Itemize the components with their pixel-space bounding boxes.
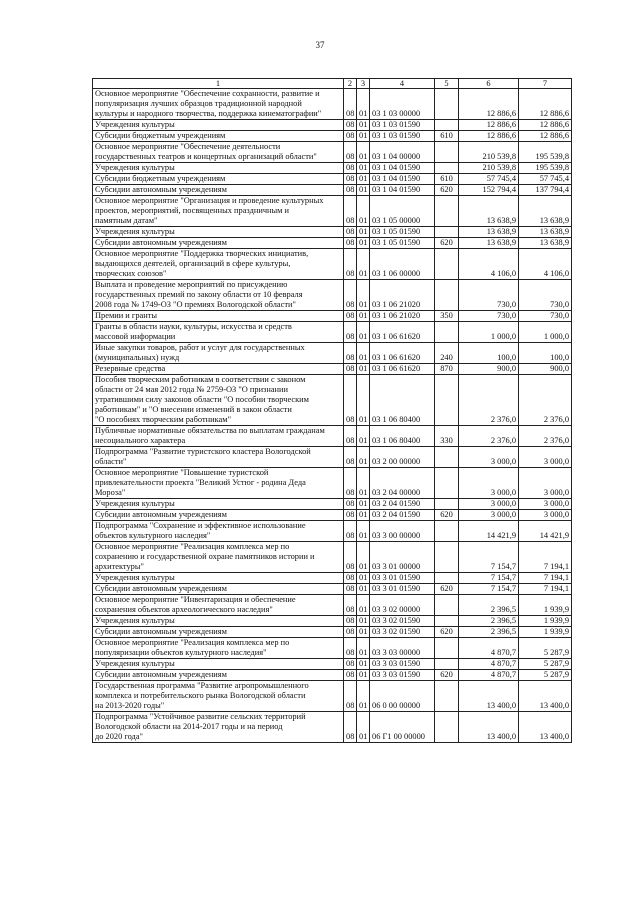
table-row bbox=[93, 659, 572, 670]
expense-type-code-cell: 610 bbox=[435, 174, 459, 185]
section-code-cell: 08 bbox=[344, 280, 357, 311]
target-article-code-cell: 03 3 01 01590 bbox=[370, 573, 435, 584]
table-row bbox=[93, 584, 572, 595]
name-cell: Иные закупки товаров, работ и услуг для государственных (муниципальных) нужд bbox=[93, 343, 344, 364]
amount-col7-cell: 3 000,0 bbox=[519, 447, 572, 468]
subsection-code-cell: 01 bbox=[357, 510, 370, 521]
expense-type-code-cell bbox=[435, 142, 459, 163]
table-row bbox=[93, 280, 572, 311]
amount-col6-cell: 12 886,6 bbox=[459, 89, 519, 120]
section-code-cell: 08 bbox=[344, 447, 357, 468]
subsection-code-cell: 01 bbox=[357, 227, 370, 238]
section-code-cell: 08 bbox=[344, 196, 357, 227]
amount-col7-cell: 4 106,0 bbox=[519, 249, 572, 280]
expense-type-code-cell bbox=[435, 163, 459, 174]
expense-type-code-cell bbox=[435, 227, 459, 238]
amount-col6-cell: 730,0 bbox=[459, 311, 519, 322]
expense-type-code-cell bbox=[435, 120, 459, 131]
table-row bbox=[93, 616, 572, 627]
name-cell: Пособия творческим работникам в соответствии с законом области от 24 мая 2012 года № 2759-ОЗ "О признании утратившими силу законов области "О пособии творческим работникам" и "О внесении изменений в закон области "О пособиях творческим работникам" bbox=[93, 375, 344, 426]
subsection-code-cell: 01 bbox=[357, 595, 370, 616]
name-cell: Государственная программа "Развитие агропромышленного комплекса и потребительского рынка Вологодской области на 2013-2020 годы" bbox=[93, 681, 344, 712]
section-code-cell: 08 bbox=[344, 468, 357, 499]
section-code-cell: 08 bbox=[344, 681, 357, 712]
name-cell: Подпрограмма "Развитие туристского кластера Вологодской области" bbox=[93, 447, 344, 468]
subsection-code-cell: 01 bbox=[357, 375, 370, 426]
table-row bbox=[93, 468, 572, 499]
expense-type-code-cell bbox=[435, 521, 459, 542]
section-code-cell: 08 bbox=[344, 521, 357, 542]
header-cell-3: 3 bbox=[357, 79, 370, 89]
amount-col6-cell: 12 886,6 bbox=[459, 131, 519, 142]
name-cell: Субсидии автономным учреждениям bbox=[93, 238, 344, 249]
table-row bbox=[93, 595, 572, 616]
table-row bbox=[93, 364, 572, 375]
table-row bbox=[93, 426, 572, 447]
amount-col6-cell: 210 539,8 bbox=[459, 163, 519, 174]
expense-type-code-cell bbox=[435, 322, 459, 343]
table-row bbox=[93, 131, 572, 142]
table-row bbox=[93, 627, 572, 638]
expense-type-code-cell: 620 bbox=[435, 670, 459, 681]
section-code-cell: 08 bbox=[344, 542, 357, 573]
subsection-code-cell: 01 bbox=[357, 712, 370, 743]
amount-col6-cell: 3 000,0 bbox=[459, 468, 519, 499]
subsection-code-cell: 01 bbox=[357, 343, 370, 364]
amount-col7-cell: 1 939,9 bbox=[519, 616, 572, 627]
header-cell-7: 7 bbox=[519, 79, 572, 89]
subsection-code-cell: 01 bbox=[357, 584, 370, 595]
amount-col7-cell: 730,0 bbox=[519, 311, 572, 322]
amount-col7-cell: 3 000,0 bbox=[519, 499, 572, 510]
amount-col6-cell: 3 000,0 bbox=[459, 447, 519, 468]
target-article-code-cell: 03 3 02 01590 bbox=[370, 616, 435, 627]
table-row bbox=[93, 163, 572, 174]
target-article-code-cell: 03 2 00 00000 bbox=[370, 447, 435, 468]
expense-type-code-cell bbox=[435, 659, 459, 670]
section-code-cell: 08 bbox=[344, 426, 357, 447]
amount-col7-cell: 13 400,0 bbox=[519, 712, 572, 743]
target-article-code-cell: 03 3 02 00000 bbox=[370, 595, 435, 616]
amount-col7-cell: 2 376,0 bbox=[519, 375, 572, 426]
name-cell: Основное мероприятие "Организация и проведение культурных проектов, мероприятий, посвященных праздничным и памятным датам" bbox=[93, 196, 344, 227]
subsection-code-cell: 01 bbox=[357, 131, 370, 142]
target-article-code-cell: 03 1 06 61620 bbox=[370, 364, 435, 375]
amount-col7-cell: 14 421,9 bbox=[519, 521, 572, 542]
expense-type-code-cell bbox=[435, 573, 459, 584]
target-article-code-cell: 03 1 06 80400 bbox=[370, 426, 435, 447]
header-cell-1: 1 bbox=[93, 79, 344, 89]
target-article-code-cell: 03 1 04 01590 bbox=[370, 185, 435, 196]
amount-col6-cell: 14 421,9 bbox=[459, 521, 519, 542]
amount-col6-cell: 57 745,4 bbox=[459, 174, 519, 185]
amount-col7-cell: 5 287,9 bbox=[519, 659, 572, 670]
amount-col7-cell: 7 194,1 bbox=[519, 573, 572, 584]
amount-col6-cell: 730,0 bbox=[459, 280, 519, 311]
amount-col7-cell: 1 939,9 bbox=[519, 595, 572, 616]
amount-col6-cell: 12 886,6 bbox=[459, 120, 519, 131]
name-cell: Премии и гранты bbox=[93, 311, 344, 322]
target-article-code-cell: 03 3 01 01590 bbox=[370, 584, 435, 595]
subsection-code-cell: 01 bbox=[357, 238, 370, 249]
amount-col7-cell: 13 638,9 bbox=[519, 196, 572, 227]
name-cell: Учреждения культуры bbox=[93, 499, 344, 510]
subsection-code-cell: 01 bbox=[357, 142, 370, 163]
expense-type-code-cell bbox=[435, 499, 459, 510]
amount-col6-cell: 4 870,7 bbox=[459, 670, 519, 681]
name-cell: Субсидии автономным учреждениям bbox=[93, 510, 344, 521]
section-code-cell: 08 bbox=[344, 163, 357, 174]
amount-col7-cell: 1 000,0 bbox=[519, 322, 572, 343]
section-code-cell: 08 bbox=[344, 627, 357, 638]
subsection-code-cell: 01 bbox=[357, 249, 370, 280]
amount-col6-cell: 210 539,8 bbox=[459, 142, 519, 163]
section-code-cell: 08 bbox=[344, 89, 357, 120]
target-article-code-cell: 03 1 06 00000 bbox=[370, 249, 435, 280]
amount-col7-cell: 12 886,6 bbox=[519, 89, 572, 120]
subsection-code-cell: 01 bbox=[357, 638, 370, 659]
section-code-cell: 08 bbox=[344, 499, 357, 510]
expense-type-code-cell bbox=[435, 542, 459, 573]
target-article-code-cell: 03 1 03 00000 bbox=[370, 89, 435, 120]
table-row bbox=[93, 322, 572, 343]
table-row bbox=[93, 142, 572, 163]
table-row bbox=[93, 89, 572, 120]
target-article-code-cell: 03 1 06 21020 bbox=[370, 311, 435, 322]
expense-type-code-cell bbox=[435, 280, 459, 311]
expense-type-code-cell bbox=[435, 638, 459, 659]
table-row bbox=[93, 499, 572, 510]
table-row bbox=[93, 196, 572, 227]
name-cell: Учреждения культуры bbox=[93, 616, 344, 627]
expense-type-code-cell bbox=[435, 375, 459, 426]
table-row bbox=[93, 185, 572, 196]
section-code-cell: 08 bbox=[344, 249, 357, 280]
amount-col6-cell: 2 396,5 bbox=[459, 595, 519, 616]
subsection-code-cell: 01 bbox=[357, 364, 370, 375]
target-article-code-cell: 03 1 05 00000 bbox=[370, 196, 435, 227]
amount-col6-cell: 7 154,7 bbox=[459, 542, 519, 573]
expense-type-code-cell bbox=[435, 249, 459, 280]
name-cell: Выплата и проведение мероприятий по присуждению государственных премий по закону области от 10 февраля 2008 года № 1749-ОЗ "О премиях Вологодской области" bbox=[93, 280, 344, 311]
name-cell: Учреждения культуры bbox=[93, 573, 344, 584]
table-row bbox=[93, 375, 572, 426]
amount-col6-cell: 13 638,9 bbox=[459, 227, 519, 238]
expense-type-code-cell bbox=[435, 89, 459, 120]
subsection-code-cell: 01 bbox=[357, 174, 370, 185]
table-row bbox=[93, 573, 572, 584]
table-row bbox=[93, 521, 572, 542]
target-article-code-cell: 03 3 03 00000 bbox=[370, 638, 435, 659]
page-number: 37 bbox=[315, 40, 325, 50]
table-row bbox=[93, 712, 572, 743]
section-code-cell: 08 bbox=[344, 638, 357, 659]
table-row bbox=[93, 670, 572, 681]
subsection-code-cell: 01 bbox=[357, 89, 370, 120]
section-code-cell: 08 bbox=[344, 343, 357, 364]
table-row bbox=[93, 249, 572, 280]
expense-type-code-cell: 620 bbox=[435, 584, 459, 595]
section-code-cell: 08 bbox=[344, 142, 357, 163]
target-article-code-cell: 03 1 04 00000 bbox=[370, 142, 435, 163]
table-row bbox=[93, 120, 572, 131]
amount-col7-cell: 3 000,0 bbox=[519, 468, 572, 499]
section-code-cell: 08 bbox=[344, 616, 357, 627]
name-cell: Основное мероприятие "Реализация комплекса мер по сохранению и государственной охране памятников истории и архитектуры" bbox=[93, 542, 344, 573]
table-row bbox=[93, 510, 572, 521]
target-article-code-cell: 03 1 04 01590 bbox=[370, 174, 435, 185]
name-cell: Основное мероприятие "Поддержка творческих инициатив, выдающихся деятелей, организаций в сфере культуры, творческих союзов" bbox=[93, 249, 344, 280]
amount-col6-cell: 2 376,0 bbox=[459, 426, 519, 447]
target-article-code-cell: 03 3 03 01590 bbox=[370, 659, 435, 670]
expense-type-code-cell bbox=[435, 712, 459, 743]
amount-col7-cell: 2 376,0 bbox=[519, 426, 572, 447]
header-cell-5: 5 bbox=[435, 79, 459, 89]
amount-col7-cell: 900,0 bbox=[519, 364, 572, 375]
name-cell: Основное мероприятие "Реализация комплекса мер по популяризации объектов культурного наследия" bbox=[93, 638, 344, 659]
subsection-code-cell: 01 bbox=[357, 426, 370, 447]
name-cell: Основное мероприятие "Обеспечение деятельности государственных театров и концертных организаций области" bbox=[93, 142, 344, 163]
subsection-code-cell: 01 bbox=[357, 616, 370, 627]
table-body bbox=[93, 89, 572, 743]
subsection-code-cell: 01 bbox=[357, 521, 370, 542]
section-code-cell: 08 bbox=[344, 670, 357, 681]
target-article-code-cell: 03 1 04 01590 bbox=[370, 163, 435, 174]
section-code-cell: 08 bbox=[344, 227, 357, 238]
amount-col6-cell: 13 400,0 bbox=[459, 681, 519, 712]
target-article-code-cell: 06 0 00 00000 bbox=[370, 681, 435, 712]
name-cell: Резервные средства bbox=[93, 364, 344, 375]
section-code-cell: 08 bbox=[344, 131, 357, 142]
section-code-cell: 08 bbox=[344, 174, 357, 185]
name-cell: Субсидии бюджетным учреждениям bbox=[93, 174, 344, 185]
amount-col7-cell: 100,0 bbox=[519, 343, 572, 364]
amount-col7-cell: 730,0 bbox=[519, 280, 572, 311]
target-article-code-cell: 03 1 03 01590 bbox=[370, 131, 435, 142]
header-cell-6: 6 bbox=[459, 79, 519, 89]
name-cell: Подпрограмма "Устойчивое развитие сельских территорий Вологодской области на 2014-2017 годы и на период до 2020 года" bbox=[93, 712, 344, 743]
expense-type-code-cell: 870 bbox=[435, 364, 459, 375]
amount-col7-cell: 5 287,9 bbox=[519, 670, 572, 681]
expense-type-code-cell: 240 bbox=[435, 343, 459, 364]
amount-col6-cell: 100,0 bbox=[459, 343, 519, 364]
amount-col6-cell: 4 106,0 bbox=[459, 249, 519, 280]
name-cell: Подпрограмма "Сохранение и эффективное использование объектов культурного наследия" bbox=[93, 521, 344, 542]
section-code-cell: 08 bbox=[344, 510, 357, 521]
target-article-code-cell: 06 Г1 00 00000 bbox=[370, 712, 435, 743]
header-cell-4: 4 bbox=[370, 79, 435, 89]
subsection-code-cell: 01 bbox=[357, 499, 370, 510]
name-cell: Основное мероприятие "Обеспечение сохранности, развитие и популяризация лучших образцов традиционной народной культуры и народного творчества, поддержка кинематографии" bbox=[93, 89, 344, 120]
amount-col6-cell: 152 794,4 bbox=[459, 185, 519, 196]
expense-type-code-cell: 620 bbox=[435, 238, 459, 249]
amount-col7-cell: 13 400,0 bbox=[519, 681, 572, 712]
amount-col6-cell: 900,0 bbox=[459, 364, 519, 375]
amount-col6-cell: 13 638,9 bbox=[459, 196, 519, 227]
section-code-cell: 08 bbox=[344, 375, 357, 426]
section-code-cell: 08 bbox=[344, 311, 357, 322]
name-cell: Субсидии бюджетным учреждениям bbox=[93, 131, 344, 142]
name-cell: Субсидии автономным учреждениям bbox=[93, 584, 344, 595]
amount-col6-cell: 4 870,7 bbox=[459, 638, 519, 659]
expense-type-code-cell: 620 bbox=[435, 627, 459, 638]
amount-col7-cell: 12 886,6 bbox=[519, 131, 572, 142]
expense-type-code-cell bbox=[435, 447, 459, 468]
amount-col7-cell: 1 939,9 bbox=[519, 627, 572, 638]
amount-col6-cell: 4 870,7 bbox=[459, 659, 519, 670]
target-article-code-cell: 03 1 06 80400 bbox=[370, 375, 435, 426]
subsection-code-cell: 01 bbox=[357, 659, 370, 670]
table-row bbox=[93, 174, 572, 185]
target-article-code-cell: 03 1 06 21020 bbox=[370, 280, 435, 311]
amount-col7-cell: 5 287,9 bbox=[519, 638, 572, 659]
table-row bbox=[93, 311, 572, 322]
target-article-code-cell: 03 2 04 01590 bbox=[370, 499, 435, 510]
expense-type-code-cell: 610 bbox=[435, 131, 459, 142]
amount-col6-cell: 2 396,5 bbox=[459, 627, 519, 638]
table-row bbox=[93, 542, 572, 573]
target-article-code-cell: 03 1 05 01590 bbox=[370, 227, 435, 238]
amount-col6-cell: 13 400,0 bbox=[459, 712, 519, 743]
name-cell: Учреждения культуры bbox=[93, 163, 344, 174]
amount-col7-cell: 195 539,8 bbox=[519, 163, 572, 174]
table-row bbox=[93, 681, 572, 712]
amount-col7-cell: 7 194,1 bbox=[519, 584, 572, 595]
amount-col6-cell: 7 154,7 bbox=[459, 584, 519, 595]
header-row bbox=[93, 79, 572, 89]
target-article-code-cell: 03 2 04 01590 bbox=[370, 510, 435, 521]
expense-type-code-cell bbox=[435, 616, 459, 627]
section-code-cell: 08 bbox=[344, 584, 357, 595]
amount-col7-cell: 7 194,1 bbox=[519, 542, 572, 573]
subsection-code-cell: 01 bbox=[357, 542, 370, 573]
name-cell: Основное мероприятие "Повышение туристской привлекательности проекта "Великий Устюг - родина Деда Мороза" bbox=[93, 468, 344, 499]
table-row bbox=[93, 343, 572, 364]
subsection-code-cell: 01 bbox=[357, 163, 370, 174]
amount-col7-cell: 3 000,0 bbox=[519, 510, 572, 521]
subsection-code-cell: 01 bbox=[357, 468, 370, 499]
amount-col7-cell: 13 638,9 bbox=[519, 227, 572, 238]
subsection-code-cell: 01 bbox=[357, 311, 370, 322]
section-code-cell: 08 bbox=[344, 238, 357, 249]
expense-type-code-cell: 350 bbox=[435, 311, 459, 322]
target-article-code-cell: 03 1 05 01590 bbox=[370, 238, 435, 249]
amount-col7-cell: 57 745,4 bbox=[519, 174, 572, 185]
expense-type-code-cell: 330 bbox=[435, 426, 459, 447]
table-row bbox=[93, 238, 572, 249]
target-article-code-cell: 03 2 04 00000 bbox=[370, 468, 435, 499]
section-code-cell: 08 bbox=[344, 185, 357, 196]
amount-col6-cell: 3 000,0 bbox=[459, 499, 519, 510]
expense-type-code-cell bbox=[435, 468, 459, 499]
expense-type-code-cell bbox=[435, 681, 459, 712]
name-cell: Учреждения культуры bbox=[93, 659, 344, 670]
amount-col7-cell: 137 794,4 bbox=[519, 185, 572, 196]
name-cell: Учреждения культуры bbox=[93, 227, 344, 238]
table-row bbox=[93, 638, 572, 659]
name-cell: Основное мероприятие "Инвентаризация и обеспечение сохранения объектов археологического наследия" bbox=[93, 595, 344, 616]
name-cell: Публичные нормативные обязательства по выплатам гражданам несоциального характера bbox=[93, 426, 344, 447]
amount-col6-cell: 1 000,0 bbox=[459, 322, 519, 343]
amount-col6-cell: 2 376,0 bbox=[459, 375, 519, 426]
subsection-code-cell: 01 bbox=[357, 447, 370, 468]
expense-type-code-cell bbox=[435, 196, 459, 227]
name-cell: Субсидии автономным учреждениям bbox=[93, 627, 344, 638]
target-article-code-cell: 03 1 06 61620 bbox=[370, 343, 435, 364]
expense-type-code-cell bbox=[435, 595, 459, 616]
subsection-code-cell: 01 bbox=[357, 185, 370, 196]
target-article-code-cell: 03 3 01 00000 bbox=[370, 542, 435, 573]
target-article-code-cell: 03 1 03 01590 bbox=[370, 120, 435, 131]
section-code-cell: 08 bbox=[344, 659, 357, 670]
subsection-code-cell: 01 bbox=[357, 322, 370, 343]
amount-col6-cell: 13 638,9 bbox=[459, 238, 519, 249]
subsection-code-cell: 01 bbox=[357, 627, 370, 638]
section-code-cell: 08 bbox=[344, 322, 357, 343]
header-cell-2: 2 bbox=[344, 79, 357, 89]
amount-col6-cell: 3 000,0 bbox=[459, 510, 519, 521]
table-row bbox=[93, 227, 572, 238]
section-code-cell: 08 bbox=[344, 364, 357, 375]
section-code-cell: 08 bbox=[344, 573, 357, 584]
amount-col7-cell: 12 886,6 bbox=[519, 120, 572, 131]
section-code-cell: 08 bbox=[344, 595, 357, 616]
subsection-code-cell: 01 bbox=[357, 573, 370, 584]
section-code-cell: 08 bbox=[344, 120, 357, 131]
table-row bbox=[93, 447, 572, 468]
subsection-code-cell: 01 bbox=[357, 196, 370, 227]
target-article-code-cell: 03 3 03 01590 bbox=[370, 670, 435, 681]
name-cell: Учреждения культуры bbox=[93, 120, 344, 131]
expense-type-code-cell: 620 bbox=[435, 185, 459, 196]
section-code-cell: 08 bbox=[344, 712, 357, 743]
amount-col6-cell: 2 396,5 bbox=[459, 616, 519, 627]
name-cell: Субсидии автономным учреждениям bbox=[93, 185, 344, 196]
subsection-code-cell: 01 bbox=[357, 120, 370, 131]
amount-col6-cell: 7 154,7 bbox=[459, 573, 519, 584]
target-article-code-cell: 03 3 00 00000 bbox=[370, 521, 435, 542]
name-cell: Гранты в области науки, культуры, искусства и средств массовой информации bbox=[93, 322, 344, 343]
amount-col7-cell: 195 539,8 bbox=[519, 142, 572, 163]
subsection-code-cell: 01 bbox=[357, 280, 370, 311]
subsection-code-cell: 01 bbox=[357, 670, 370, 681]
subsection-code-cell: 01 bbox=[357, 681, 370, 712]
target-article-code-cell: 03 1 06 61620 bbox=[370, 322, 435, 343]
amount-col7-cell: 13 638,9 bbox=[519, 238, 572, 249]
budget-table bbox=[92, 78, 572, 743]
target-article-code-cell: 03 3 02 01590 bbox=[370, 627, 435, 638]
name-cell: Субсидии автономным учреждениям bbox=[93, 670, 344, 681]
expense-type-code-cell: 620 bbox=[435, 510, 459, 521]
